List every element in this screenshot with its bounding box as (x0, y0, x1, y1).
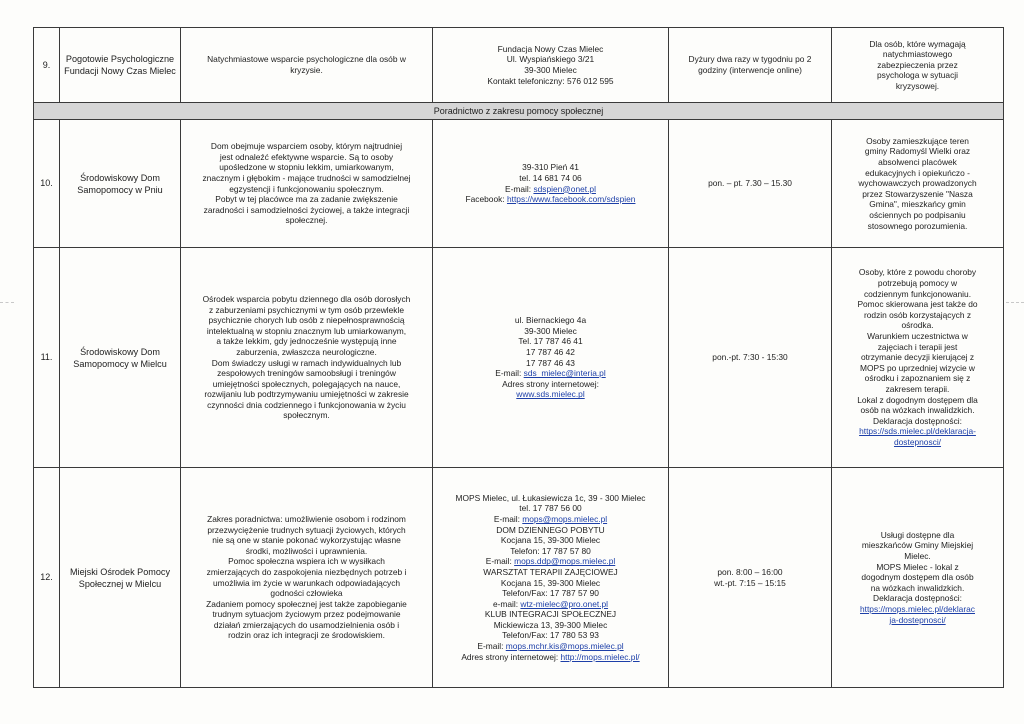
text-line: dogodnym dostępem dla osób (861, 572, 974, 583)
text-line: stosownego porozumienia. (867, 220, 968, 231)
text-line: czynności dnia codziennego i funkcjonowania w życiu (207, 399, 406, 410)
text-line: umożliwia im życie w warunkach odpowiadających (212, 577, 401, 588)
service-description (181, 248, 433, 468)
text-line: rozwijaniu lub podtrzymywaniu umiejętności w zakresie (204, 389, 409, 400)
table-row (34, 248, 1004, 468)
text-line: ościennych po podpisaniu (869, 209, 966, 220)
text-line: ośrodku i zapoznaniem się z (864, 373, 971, 384)
text-line: zaburzenia, zwłaszcza neurologiczne. (236, 346, 377, 357)
text-line: 39-310 Pień 41 (522, 162, 579, 173)
text-line: wt.-pt. 7:15 – 15:15 (714, 577, 786, 588)
text-line: codziennym funkcjonowaniu. (863, 288, 972, 299)
opening-hours (669, 468, 832, 688)
text-line: gminy Radomyśl Wielki oraz (864, 146, 971, 157)
text-line: psychicznie chorych lub osób z niepełnosprawnością (208, 315, 405, 326)
text-line: Pomoc skierowana jest także do (857, 299, 978, 310)
text-line: rodzin osób korzystających z (863, 309, 972, 320)
text-line: mieszkańców Gminy Miejskiej (861, 540, 974, 551)
text-line: pon. – pt. 7.30 – 15.30 (708, 178, 792, 189)
contact-details (433, 28, 669, 103)
service-description (181, 468, 433, 688)
institution-name: Środowiskowy Dom Samopomocy w Mielcu (60, 248, 181, 468)
text-line (436, 389, 665, 400)
text-line: pon.-pt. 7:30 - 15:30 (712, 352, 788, 363)
line-prefix: Adres strony internetowej: (461, 651, 561, 662)
text-line: Dom świadczy usługi w ramach indywidualnych lub (211, 357, 402, 368)
hyperlink[interactable]: mops@mops.mielec.pl (522, 513, 608, 524)
text-line: na wózkach inwalidzkich. (870, 582, 965, 593)
hyperlink[interactable]: dostepnosci/ (893, 436, 942, 447)
text-line: Natychmiastowe wsparcie psychologiczne dla osób w (207, 54, 406, 65)
target-group (832, 28, 1004, 103)
line-prefix: e-mail: (492, 598, 521, 609)
hyperlink[interactable]: sds_mielec@interia.pl (523, 368, 606, 379)
text-line: egzystencji i funkcjonowaniu społecznym. (229, 183, 384, 194)
opening-hours (669, 120, 832, 248)
fold-mark-right (1006, 302, 1024, 303)
text-line: działań zmierzających do usamodzielnienia osób i (213, 619, 400, 630)
text-line: edukacyjnych i opiekuńczo - (865, 167, 970, 178)
text-line (436, 652, 665, 663)
line-prefix: E-mail: (495, 368, 524, 379)
text-line: Dla osób, które wymagają (869, 38, 966, 49)
text-line: Pobyt w tej placówce ma za zadanie zwiększenie (215, 194, 398, 205)
institution-name: Środowiskowy Dom Samopomocy w Pniu (60, 120, 181, 248)
hyperlink[interactable]: ja-dostepnosci/ (889, 614, 946, 625)
section-header-row (34, 103, 1004, 120)
text-line: Kocjana 15, 39-300 Mielec (500, 535, 601, 546)
text-line: tel. 14 681 74 06 (519, 172, 582, 183)
hyperlink[interactable]: https://sds.mielec.pl/deklaracja- (859, 426, 976, 437)
hyperlink[interactable]: mops.ddp@mops.mielec.pl (514, 556, 616, 567)
row-number: 10. (34, 120, 60, 248)
institution-name: Pogotowie Psychologiczne Fundacji Nowy Czas Mielec (60, 28, 181, 103)
text-line: absolwenci placówek (878, 157, 957, 168)
text-line: zabezpieczenia przez (877, 59, 958, 70)
text-line: godności człowieka (270, 588, 343, 599)
text-line: społecznej. (285, 215, 328, 226)
text-line: 39-300 Mielec (524, 325, 577, 336)
text-line: tel. 17 787 56 00 (519, 503, 582, 514)
text-line: potrzebują pomocy w (877, 278, 958, 289)
text-line: godziny (interwencje online) (698, 65, 802, 75)
text-line: Adres strony internetowej: (502, 378, 599, 389)
line-prefix: E-mail: (493, 513, 523, 524)
text-line: Osoby, które z powodu choroby (858, 267, 977, 278)
text-line: Dom obejmuje wsparciem osoby, którym najtrudniej (210, 141, 403, 152)
contact-details (433, 248, 669, 468)
text-line: pon. 8:00 – 16:00 (717, 566, 783, 577)
text-line: Fundacja Nowy Czas Mielec (497, 43, 604, 54)
institution-name: Miejski Ośrodek Pomocy Społecznej w Mielcu (60, 468, 181, 688)
text-line: MOPS po uprzedniej wizycie w (860, 362, 975, 373)
contact-details (433, 120, 669, 248)
hyperlink[interactable]: wtz-mielec@pro.onet.pl (520, 598, 609, 609)
text-line: kryzysie. (290, 65, 323, 75)
text-line: MOPS Mielec - lokal z (876, 561, 959, 572)
text-line (835, 437, 1000, 448)
text-line: WARSZTAT TERAPII ZAJĘCIOWEJ (483, 566, 618, 577)
text-line: a także lekkim, gdy jednocześnie występują inne (216, 336, 397, 347)
row-number: 9. (34, 28, 60, 103)
text-line: umiejętności społecznych, polegających na nauce, (212, 378, 401, 389)
table-row (34, 120, 1004, 248)
text-line (835, 604, 1000, 615)
text-line: Warunkiem uczestnictwa w (867, 331, 968, 342)
text-line: KLUB INTEGRACJI SPOŁECZNEJ (484, 609, 617, 620)
hyperlink[interactable]: http://mops.mielec.pl/ (560, 651, 640, 662)
text-line: Pomoc społeczna wspiera ich w wysiłkach (228, 556, 385, 567)
text-line: Ośrodek wsparcia pobytu dziennego dla osób dorosłych (202, 293, 411, 304)
hyperlink[interactable]: mops.mchr.kis@mops.mielec.pl (505, 641, 624, 652)
text-line: otrzymanie decyzji kierującej z (860, 352, 975, 363)
text-line: Telefon: 17 787 57 80 (510, 545, 591, 556)
text-line: zakresem terapii. (885, 383, 950, 394)
hyperlink[interactable]: www.sds.mielec.pl (516, 389, 585, 400)
text-line (835, 426, 1000, 437)
text-line: Deklaracja dostępności: (873, 593, 962, 604)
text-line: znacznym i głębokim - mające trudności w samodzielnej (202, 172, 411, 183)
section-heading: Poradnictwo z zakresu pomocy społecznej (34, 103, 1004, 120)
services-table-body (34, 28, 1004, 688)
text-line (436, 514, 665, 525)
fold-mark-left (0, 302, 14, 303)
text-line: 17 787 46 42 (526, 346, 575, 357)
text-line: kryzysowej. (895, 80, 940, 91)
text-line: natychmiastowego (882, 49, 953, 60)
text-line (436, 368, 665, 379)
line-prefix: E-mail: (485, 556, 515, 567)
target-group (832, 468, 1004, 688)
services-table (33, 27, 1004, 688)
text-line: Lokal z dogodnym dostępem dla (857, 394, 978, 405)
opening-hours (669, 248, 832, 468)
service-description (181, 120, 433, 248)
text-line: MOPS Mielec, ul. Łukasiewicza 1c, 39 - 300 Mielec (455, 492, 646, 503)
hyperlink[interactable]: https://www.facebook.com/sdspien (506, 194, 636, 205)
text-line: Dyżury dwa razy w tygodniu po 2 (688, 54, 812, 65)
text-line: zespołowych treningów samoobsługi i treningów (217, 368, 396, 379)
row-number: 11. (34, 248, 60, 468)
text-line: jest odnaleźć efektywne wsparcie. Są to osoby (219, 151, 394, 162)
text-line: Usługi dostępne dla (880, 529, 955, 540)
text-line: nie są one w stanie pokonać wykorzystując własne (212, 535, 401, 546)
text-line: Telefon/Fax: 17 787 57 90 (502, 588, 599, 599)
text-line: środki, możliwości i uprawnienia. (245, 545, 368, 556)
row-number: 12. (34, 468, 60, 688)
text-line: Osoby zamieszkujące teren (866, 135, 969, 146)
text-line (436, 194, 665, 205)
text-line: Kontakt telefoniczny: 576 012 595 (487, 75, 614, 86)
text-line: psychologa w sytuacji (877, 70, 958, 81)
text-line (835, 615, 1000, 626)
text-line (436, 556, 665, 567)
line-prefix: Facebook: (465, 194, 507, 205)
text-line: Mickiewicza 13, 39-300 Mielec (493, 619, 608, 630)
text-line: Ul. Wyspiańskiego 3/21 (506, 54, 595, 65)
text-line: ośrodka. (901, 320, 934, 331)
text-line: Mielec. (904, 551, 931, 562)
table-row (34, 28, 1004, 103)
text-line: Zakres poradnictwa: umożliwienie osobom i rodzinom (207, 513, 406, 524)
text-line: trudnym sytuacjom życiowym przez podejmowanie (212, 609, 401, 620)
text-line: intelektualną w stopniu znacznym lub umiarkowanym, (206, 325, 407, 336)
text-line: przez Stowarzyszenie "Nasza (862, 188, 973, 199)
table-row (34, 468, 1004, 688)
text-line: zmierzających do zaspokojenia niezbędnych potrzeb i (206, 566, 407, 577)
text-line: z zaburzeniami psychicznymi w tym osób przewlekle (208, 304, 405, 315)
line-prefix: E-mail: (505, 183, 534, 194)
text-line: zaradności i samodzielności życiowej, a także integracji (203, 204, 410, 215)
text-line (436, 599, 665, 610)
text-line: Telefon/Fax: 17 780 53 93 (502, 630, 599, 641)
text-line: społecznym. (283, 410, 330, 421)
text-line: upośledzone w stopniu lekkim, umiarkowanym, (219, 162, 394, 173)
target-group (832, 120, 1004, 248)
text-line: 39-300 Mielec (524, 65, 577, 75)
text-line: Kocjana 15, 39-300 Mielec (500, 577, 601, 588)
hyperlink[interactable]: sdspien@onet.pl (533, 183, 596, 194)
text-line: przezwyciężenie trudnych sytuacji życiowych, których (207, 524, 406, 535)
text-line: zajęciach i terapii jest (877, 341, 958, 352)
text-line: DOM DZIENNEGO POBYTU (496, 524, 605, 535)
text-line: Gmina", mieszkańcy gmin (869, 199, 966, 210)
service-description (181, 28, 433, 103)
text-line: Deklaracja dostępności: (873, 415, 962, 426)
text-line: wychowawczych prowadzonych (858, 178, 977, 189)
target-group (832, 248, 1004, 468)
text-line: Zadaniem pomocy społecznej jest także zapobieganie (206, 598, 407, 609)
text-line (436, 641, 665, 652)
text-line: ul. Biernackiego 4a (514, 315, 587, 326)
opening-hours (669, 28, 832, 103)
text-line: osób na wózkach inwalidzkich. (860, 405, 975, 416)
contact-details (433, 468, 669, 688)
text-line (436, 184, 665, 195)
text-line: Tel. 17 787 46 41 (518, 336, 583, 347)
line-prefix: E-mail: (477, 641, 506, 652)
text-line: 17 787 46 43 (526, 357, 575, 368)
hyperlink[interactable]: https://mops.mielec.pl/deklarac (860, 603, 975, 614)
text-line: rodzin oraz ich integracji ze środowiskiem. (228, 630, 385, 641)
